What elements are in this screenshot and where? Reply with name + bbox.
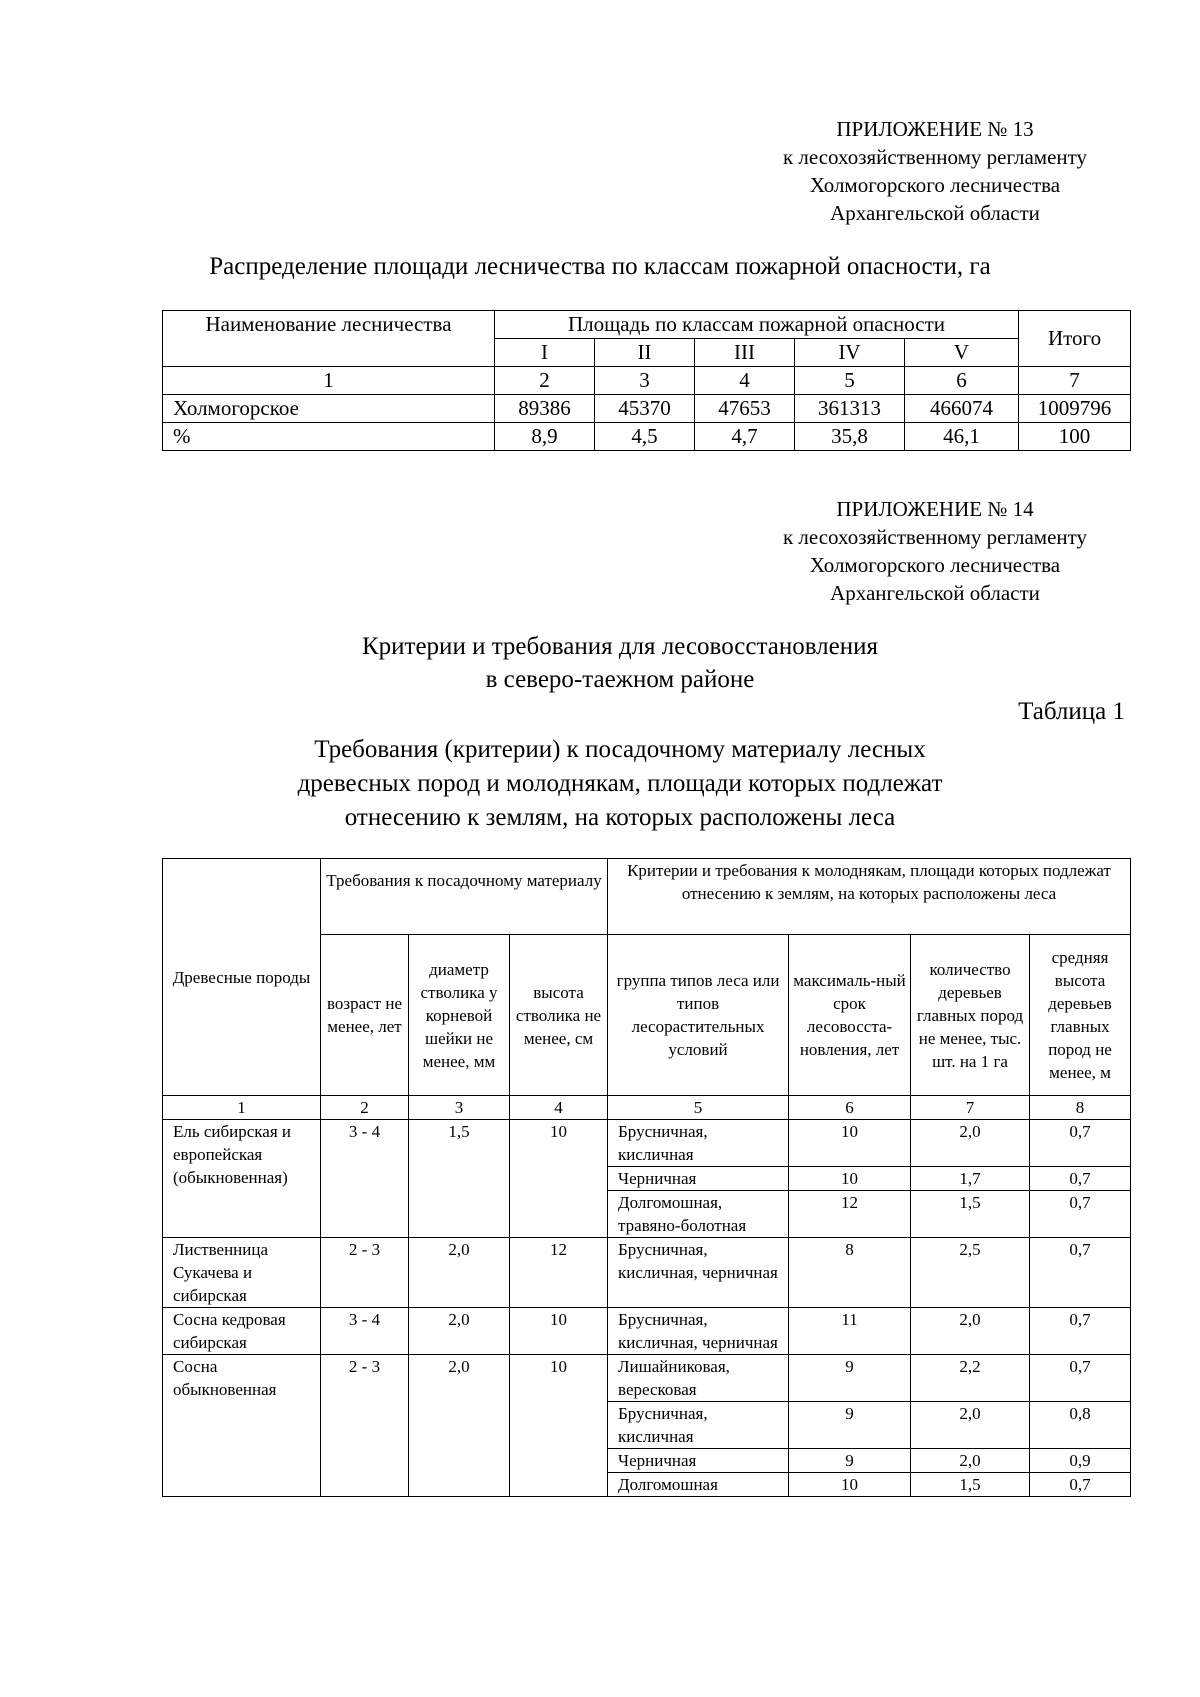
species-name: Лиственница Сукачева и сибирская [163,1238,321,1308]
cell-age: 3 - 4 [321,1120,409,1238]
cell-age: 2 - 3 [321,1238,409,1308]
column-number: 5 [795,367,905,395]
cell-value: 4,5 [595,423,695,451]
column-number: 4 [510,1096,608,1120]
cell-period: 9 [789,1355,911,1402]
column-number: 1 [163,1096,321,1120]
cell-value: 8,9 [495,423,595,451]
cell-period: 12 [789,1191,911,1238]
column-number: 3 [595,367,695,395]
subtitle-line: древесных пород и молоднякам, площади которых подлежат [297,770,943,797]
cell-diameter: 2,0 [409,1308,510,1355]
cell-count: 2,0 [911,1402,1030,1449]
subtitle-line: Требования (критерии) к посадочному материалу лесных [314,736,926,763]
column-number: 6 [789,1096,911,1120]
cell-diameter: 2,0 [409,1238,510,1308]
cell-period: 11 [789,1308,911,1355]
cell-count: 2,5 [911,1238,1030,1308]
cell-diameter: 2,0 [409,1355,510,1497]
column-number: 7 [911,1096,1030,1120]
column-number: 1 [163,367,495,395]
header-total: Итого [1019,311,1131,367]
column-number: 2 [495,367,595,395]
title-line: Критерии и требования для лесовосстановления [361,633,879,660]
cell-value: 100 [1019,423,1131,451]
cell-avg-height: 0,7 [1030,1308,1131,1355]
title-line: в северо-таежном районе [485,666,755,693]
table-14-subtitle [20,733,1200,835]
header-class: II [595,339,695,367]
cell-forest-type: Долгомошная [608,1473,789,1497]
cell-period: 10 [789,1167,911,1191]
cell-avg-height: 0,7 [1030,1191,1131,1238]
header-forest-type-group: группа типов леса или типов лесорастительных условий [608,935,789,1096]
header-age: возраст не менее, лет [321,935,409,1096]
cell-avg-height: 0,7 [1030,1238,1131,1308]
appendix-13-line2: Холмогорского лесничества [809,173,1061,197]
column-number: 2 [321,1096,409,1120]
cell-value: 35,8 [795,423,905,451]
cell-count: 1,5 [911,1191,1030,1238]
cell-forest-type: Долгомошная, травяно-болотная [608,1191,789,1238]
header-class: I [495,339,595,367]
cell-forest-type: Черничная [608,1167,789,1191]
cell-avg-height: 0,7 [1030,1167,1131,1191]
cell-height: 12 [510,1238,608,1308]
cell-height: 10 [510,1355,608,1497]
cell-count: 2,0 [911,1120,1030,1167]
cell-forest-type: Брусничная, кисличная [608,1402,789,1449]
header-class: V [905,339,1019,367]
table-row [163,1355,1131,1402]
cell-age: 3 - 4 [321,1308,409,1355]
cell-value: 46,1 [905,423,1019,451]
column-number: 4 [695,367,795,395]
header-planting-requirements: Требования к посадочному материалу [321,859,608,935]
column-numbers-row [163,1096,1131,1120]
cell-age: 2 - 3 [321,1355,409,1497]
cell-period: 10 [789,1473,911,1497]
appendix-14-line1: к лесохозяйственному регламенту [782,525,1088,549]
appendix-13-line3: Архангельской области [830,201,1040,225]
column-number: 3 [409,1096,510,1120]
cell-forest-type: Лишайниковая, вересковая [608,1355,789,1402]
header-diameter: диаметр стволика у корневой шейки не менее, мм [409,935,510,1096]
cell-forest-type: Черничная [608,1449,789,1473]
table-row [163,1238,1131,1308]
cell-value: 45370 [595,395,695,423]
cell-avg-height: 0,8 [1030,1402,1131,1449]
table-row [163,1308,1131,1355]
column-number: 5 [608,1096,789,1120]
header-class: III [695,339,795,367]
cell-height: 10 [510,1308,608,1355]
appendix-13-heading: ПРИЛОЖЕНИЕ № 13 [836,117,1034,141]
header-class: IV [795,339,905,367]
header-tree-count: количество деревьев главных пород не менее, тыс. шт. на 1 га [911,935,1030,1096]
appendix-14-title [20,630,1200,696]
cell-count: 1,7 [911,1167,1030,1191]
subtitle-line: отнесению к землям, на которых расположены леса [344,804,896,831]
cell-count: 2,0 [911,1449,1030,1473]
table-13-title: Распределение площади лесничества по классам пожарной опасности, га [209,253,991,280]
header-species: Древесные породы [163,859,321,1096]
table-row [163,395,1131,423]
cell-value: 361313 [795,395,905,423]
cell-forest-type: Брусничная, кисличная [608,1120,789,1167]
header-reforestation-period: максималь-ный срок лесовосста-новления, лет [789,935,911,1096]
cell-diameter: 1,5 [409,1120,510,1238]
cell-count: 2,2 [911,1355,1030,1402]
appendix-14-line2: Холмогорского лесничества [809,553,1061,577]
cell-period: 9 [789,1449,911,1473]
cell-period: 8 [789,1238,911,1308]
cell-value: 4,7 [695,423,795,451]
column-number: 7 [1019,367,1131,395]
reforestation-criteria-table [162,858,1131,1497]
cell-period: 9 [789,1402,911,1449]
cell-forest-type: Брусничная, кисличная, черничная [608,1308,789,1355]
appendix-14-header [745,495,1125,607]
header-forestry-name: Наименование лесничества [163,311,495,367]
cell-value: 1009796 [1019,395,1131,423]
table-number: Таблица 1 [1018,698,1125,725]
column-number: 6 [905,367,1019,395]
cell-count: 1,5 [911,1473,1030,1497]
appendix-13-header [745,115,1125,227]
header-height: высота стволика не менее, см [510,935,608,1096]
table-row [163,1120,1131,1167]
header-average-height: средняя высота деревьев главных пород не менее, м [1030,935,1131,1096]
header-area-by-class: Площадь по классам пожарной опасности [495,311,1019,339]
cell-value: 47653 [695,395,795,423]
row-name: % [163,423,495,451]
cell-avg-height: 0,7 [1030,1473,1131,1497]
species-name: Сосна кедровая сибирская [163,1308,321,1355]
header-young-stand-criteria: Критерии и требования к молоднякам, площади которых подлежат отнесению к землям, на которых расположены леса [608,859,1131,935]
appendix-14-line3: Архангельской области [830,581,1040,605]
species-name: Ель сибирская и европейская (обыкновенная) [163,1120,321,1238]
cell-avg-height: 0,7 [1030,1120,1131,1167]
appendix-13-line1: к лесохозяйственному регламенту [782,145,1088,169]
species-name: Сосна обыкновенная [163,1355,321,1497]
column-numbers-row [163,367,1131,395]
table-row [163,423,1131,451]
appendix-14-heading: ПРИЛОЖЕНИЕ № 14 [836,497,1034,521]
cell-value: 89386 [495,395,595,423]
column-number: 8 [1030,1096,1131,1120]
row-name: Холмогорское [163,395,495,423]
fire-danger-table [162,310,1131,451]
cell-avg-height: 0,9 [1030,1449,1131,1473]
cell-value: 466074 [905,395,1019,423]
cell-avg-height: 0,7 [1030,1355,1131,1402]
cell-period: 10 [789,1120,911,1167]
cell-count: 2,0 [911,1308,1030,1355]
cell-forest-type: Брусничная, кисличная, черничная [608,1238,789,1308]
cell-height: 10 [510,1120,608,1238]
